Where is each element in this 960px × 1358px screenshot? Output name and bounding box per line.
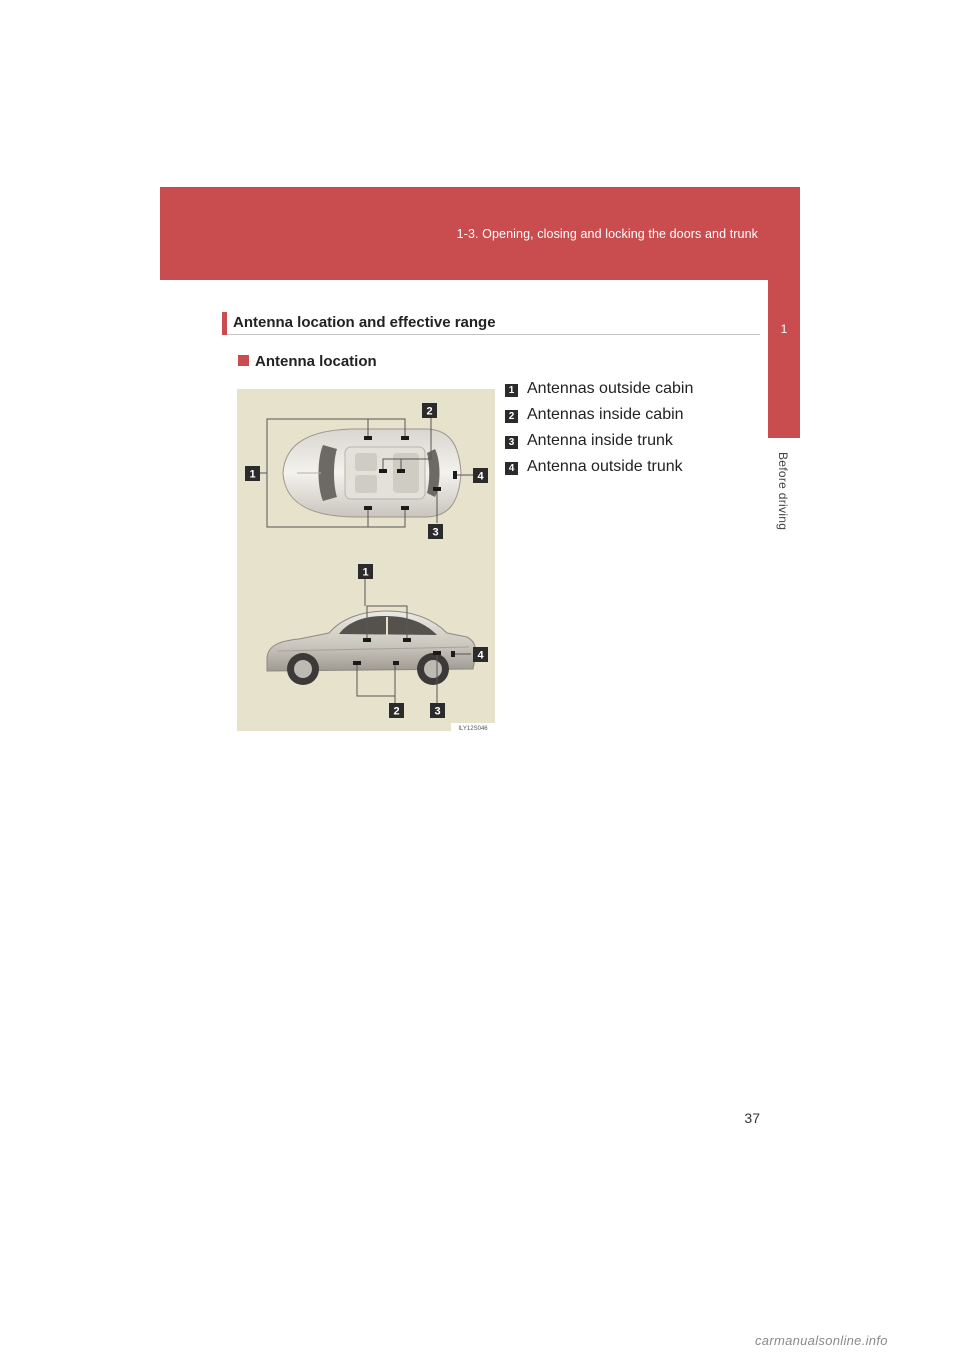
svg-text:3: 3 — [432, 526, 439, 539]
car-top-view — [283, 429, 461, 517]
chapter-side-label: Before driving — [776, 452, 790, 531]
legend-list — [505, 379, 694, 483]
legend-number-badge: 2 — [505, 410, 518, 423]
section-accent-bar — [222, 312, 227, 335]
figure-code: ILY12S046 — [458, 726, 488, 731]
watermark-text: carmanualsonline.info — [755, 1333, 888, 1348]
callout-4-side — [473, 647, 488, 662]
svg-text:1: 1 — [362, 566, 369, 579]
svg-text:3: 3 — [434, 705, 441, 718]
callout-1-top — [245, 466, 260, 481]
car-side-view — [267, 611, 476, 685]
subsection-title: Antenna location — [255, 353, 377, 370]
header-band — [160, 187, 800, 280]
callout-1-side — [358, 564, 373, 579]
svg-text:4: 4 — [477, 649, 484, 662]
legend-text: Antennas inside cabin — [527, 406, 684, 423]
square-bullet-icon — [238, 355, 249, 366]
car-diagram — [237, 389, 495, 731]
legend-text: Antenna outside trunk — [527, 458, 683, 475]
page-number: 37 — [744, 1110, 760, 1126]
svg-text:2: 2 — [393, 705, 400, 718]
callout-2-top — [422, 403, 437, 418]
legend-number-badge: 3 — [505, 436, 518, 449]
callout-3-top — [428, 524, 443, 539]
antenna-location-figure — [237, 389, 495, 731]
legend-text: Antennas outside cabin — [527, 380, 694, 397]
chapter-number: 1 — [780, 322, 788, 336]
chapter-title: 1-3. Opening, closing and locking the doors and trunk — [456, 227, 758, 241]
callout-4-top — [473, 468, 488, 483]
callout-2-side — [389, 703, 404, 718]
legend-number-badge: 4 — [505, 462, 518, 475]
svg-text:4: 4 — [477, 470, 484, 483]
legend-item — [505, 405, 684, 431]
section-heading — [222, 312, 760, 335]
chapter-side-tab — [768, 280, 800, 438]
svg-text:1: 1 — [249, 468, 256, 481]
callout-3-side — [430, 703, 445, 718]
legend-item — [505, 431, 673, 457]
legend-item — [505, 457, 683, 483]
legend-text: Antenna inside trunk — [527, 432, 673, 449]
subsection-heading — [238, 353, 377, 370]
svg-text:2: 2 — [426, 405, 433, 418]
section-title: Antenna location and effective range — [233, 314, 496, 331]
legend-item — [505, 379, 694, 405]
legend-number-badge: 1 — [505, 384, 518, 397]
